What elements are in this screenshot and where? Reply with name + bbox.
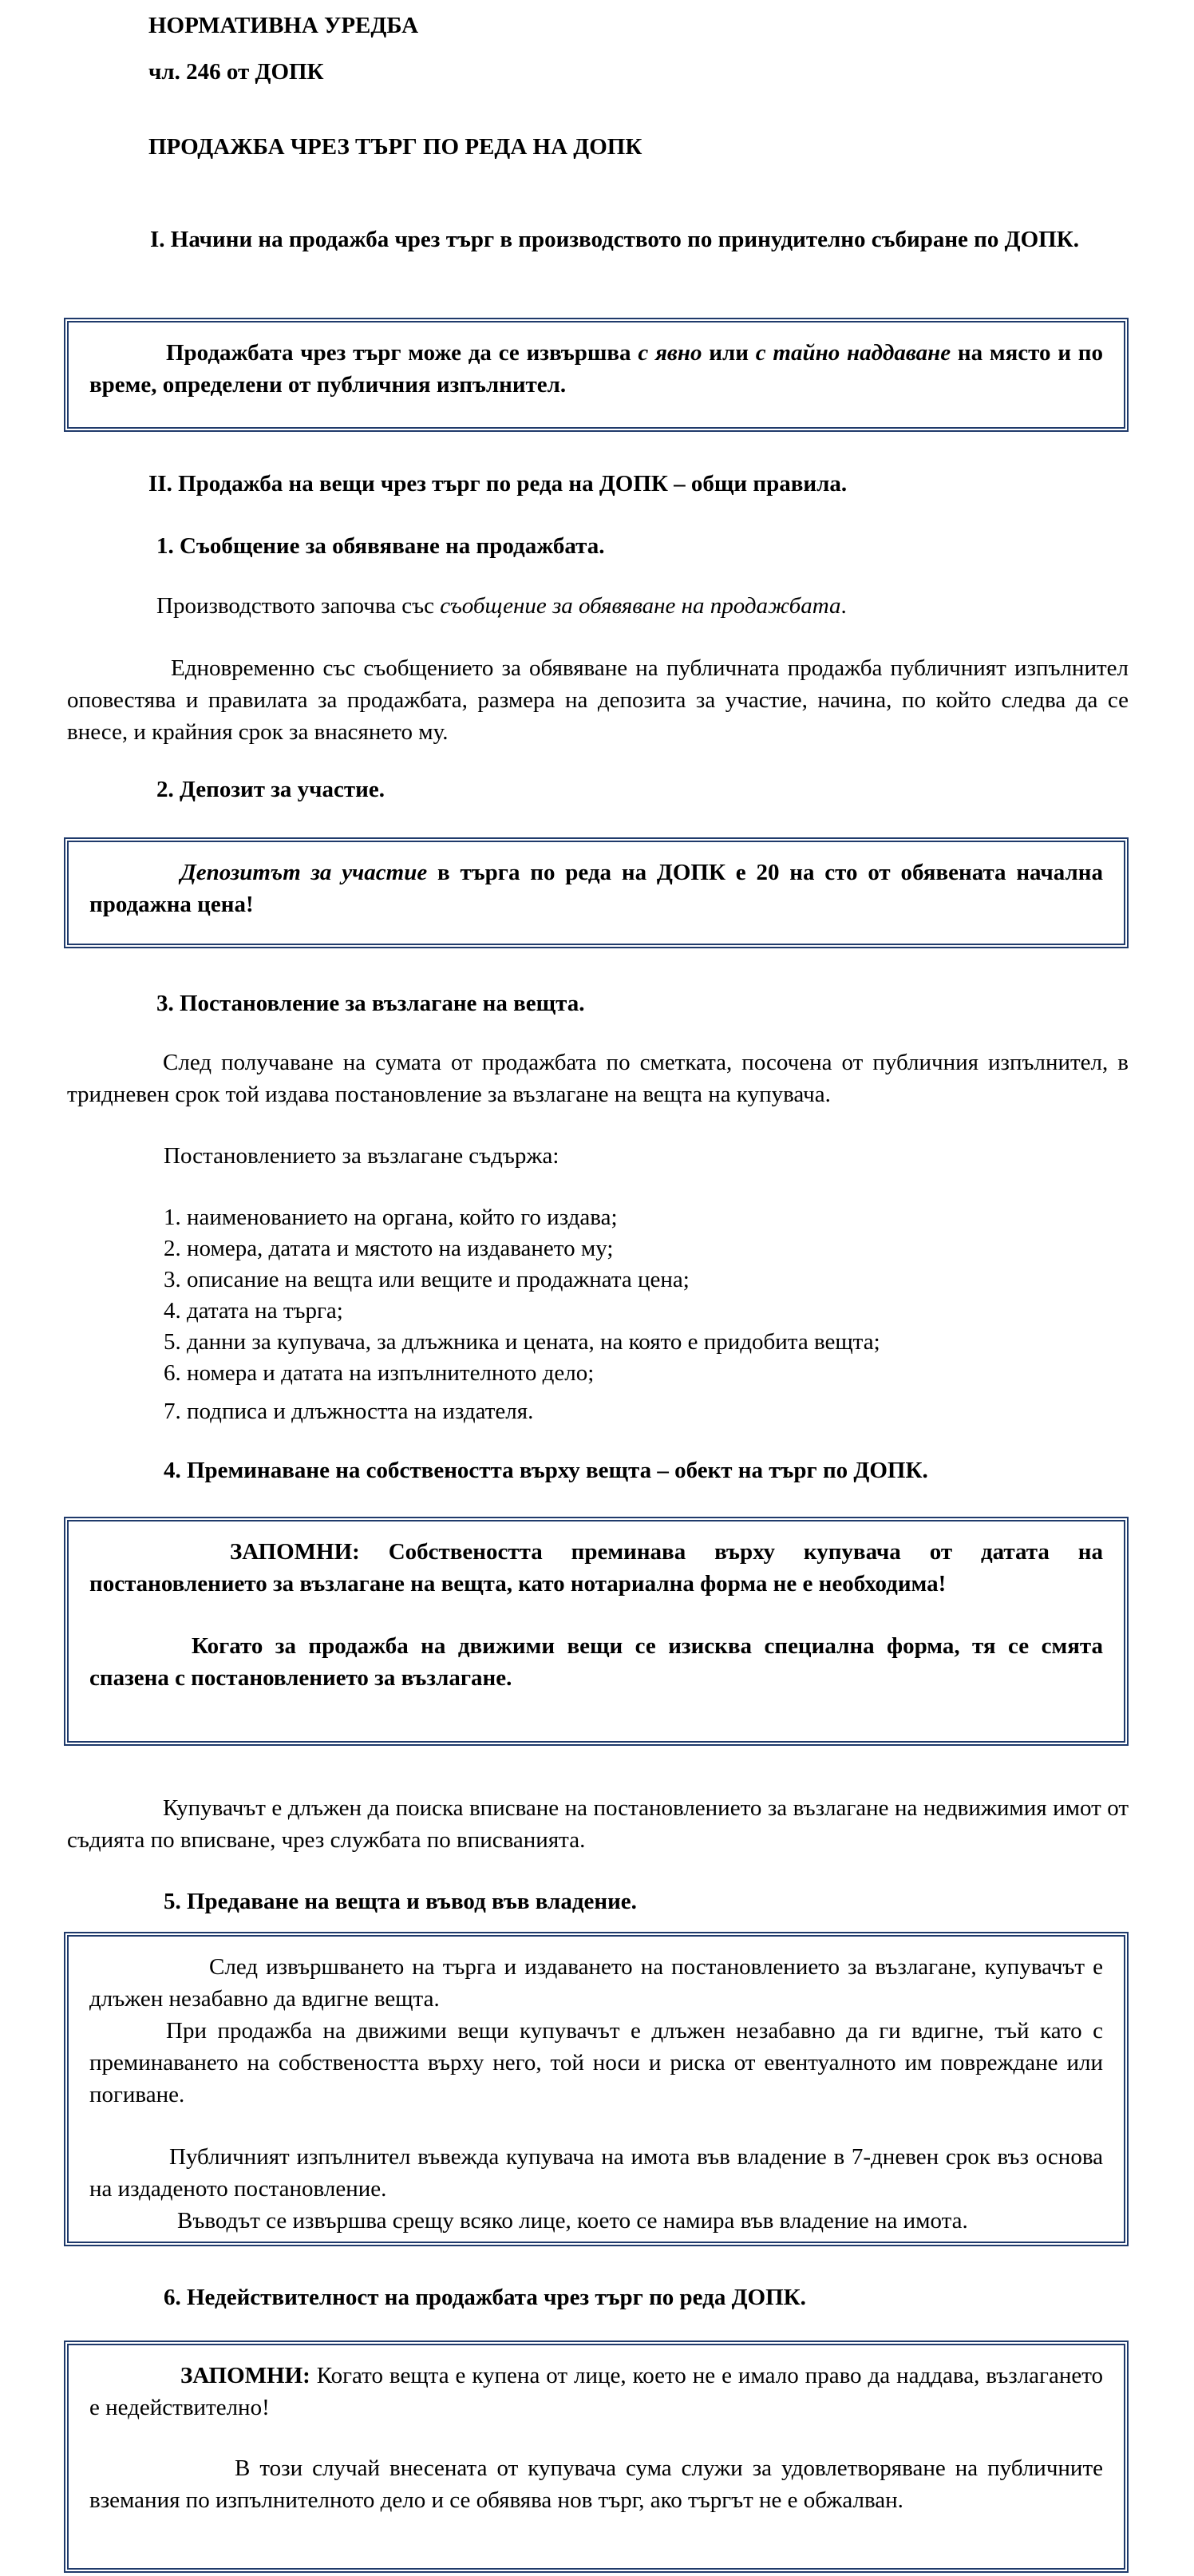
sub2-box (64, 837, 1129, 948)
list-item: 3. описание на вещта или вещите и продажната цена; (164, 1267, 690, 1292)
sub5-heading: 5. Предаване на вещта и въвод във владение. (164, 1889, 637, 1914)
sub4-paragraph-after: Купувачът е длъжен да поиска вписване на постановлението за възлагане на недвижимия имот от съдията по вписване, чрез службата по вписванията. (67, 1795, 1129, 1854)
sub5-box-text1: След извършването на търга и издаването на постановлението за възлагане, купувачът е длъжен незабавно да вдигне вещта. (89, 1954, 1103, 2012)
sub5-box-text4: Въводът се извършва срещу всяко лице, което се намира във владение на имота. (177, 2208, 968, 2234)
section1-heading: I. Начини на продажба чрез търг в производството по принудително събиране по ДОПК. (150, 227, 1079, 252)
sub6-box (64, 2341, 1129, 2573)
sub5-box (64, 1932, 1129, 2246)
sub4-box (64, 1517, 1129, 1746)
section1-box-text: Продажбата чрез търг може да се извършва с явно или с тайно наддаване на място и по време, определени от публичния изпълнител. (89, 340, 1104, 398)
sub1-heading: 1. Съобщение за обявяване на продажбата. (156, 533, 605, 559)
list-item: 5. данни за купувача, за длъжника и цената, на която е придобита вещта; (164, 1329, 880, 1355)
document-subtitle: чл. 246 от ДОПК (148, 59, 324, 85)
sub4-heading: 4. Преминаване на собствеността върху вещта – обект на търг по ДОПК. (164, 1458, 928, 1483)
sub5-box-text2: При продажба на движими вещи купувачът е длъжен незабавно да ги вдигне, тъй като с преминаването на собствеността върху него, той носи и риска от евентуалното им повреждане или погиване. (89, 2018, 1103, 2108)
list-item: 4. датата на търга; (164, 1298, 343, 1324)
sub6-box-text2: В този случай внесената от купувача сума служи за удовлетворяване на публичните вземания по изпълнителното дело и се обявява нов търг, ако търгът не е обжалван. (89, 2455, 1103, 2514)
list-item: 6. номера и датата на изпълнителното дело; (164, 1360, 595, 1386)
section1-box (64, 318, 1129, 432)
sub1-paragraph1: Производството започва със съобщение за обявяване на продажбата. (156, 593, 847, 619)
main-heading: ПРОДАЖБА ЧРЕЗ ТЪРГ ПО РЕДА НА ДОПК (148, 134, 642, 160)
sub4-box-text2: Когато за продажба на движими вещи се изисква специална форма, тя се смята спазена с постановлението за възлагане. (89, 1633, 1103, 1692)
section2-heading: II. Продажба на вещи чрез търг по реда на ДОПК – общи правила. (148, 471, 848, 497)
sub6-box-text1: ЗАПОМНИ: Когато вещта е купена от лице, което не е имало право да наддава, възлагането е недействително! (89, 2363, 1103, 2421)
list-item: 1. наименованието на органа, който го издава; (164, 1205, 618, 1230)
sub3-heading: 3. Постановление за възлагане на вещта. (156, 991, 585, 1016)
list-item: 7. подписа и длъжността на издателя. (164, 1399, 534, 1424)
sub4-box-text1: ЗАПОМНИ: Собствеността преминава върху купувача от датата на постановлението за възлагане на вещта, като нотариална форма не е необходима! (89, 1539, 1103, 1597)
sub1-paragraph2: Едновременно със съобщението за обявяване на публичната продажба публичният изпълнител оповестява и правилата за продажбата, размера на депозита за участие, начина, по който следва да се внесе, и крайния срок за внасянето му. (67, 655, 1129, 746)
list-item: 2. номера, датата и мястото на издаването му; (164, 1236, 614, 1261)
sub3-paragraph2: Постановлението за възлагане съдържа: (164, 1143, 559, 1169)
sub2-heading: 2. Депозит за участие. (156, 777, 385, 802)
sub3-paragraph1: След получаване на сумата от продажбата по сметката, посочена от публичния изпълнител, в тридневен срок той издава постановление за възлагане на вещта на купувача. (67, 1050, 1129, 1108)
sub6-heading: 6. Недействителност на продажбата чрез търг по реда ДОПК. (164, 2285, 806, 2310)
sub2-box-text: Депозитът за участие в търга по реда на ДОПК е 20 на сто от обявената начална продажна цена! (89, 860, 1103, 918)
document-title: НОРМАТИВНА УРЕДБА (148, 13, 419, 38)
sub5-box-text3: Публичният изпълнител въвежда купувача на имота във владение в 7-дневен срок въз основа на издаденото постановление. (89, 2144, 1103, 2202)
